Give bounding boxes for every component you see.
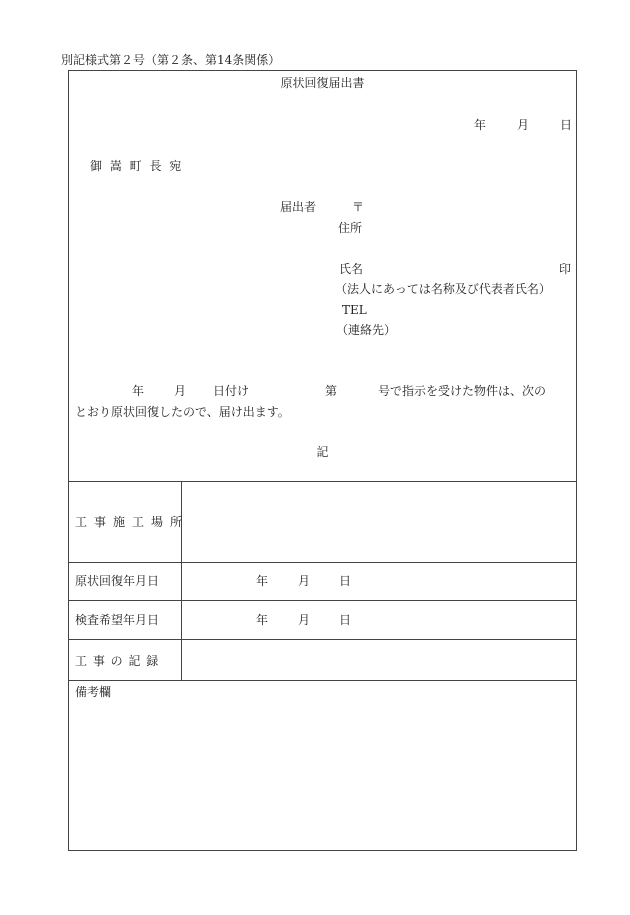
addressee: 御 嵩 町 長 宛 <box>90 159 184 173</box>
body-dated: 日付け <box>213 384 250 398</box>
applicant-label: 届出者 <box>280 200 317 214</box>
body-month: 月 <box>174 384 187 398</box>
body-number-prefix: 第 <box>325 384 338 398</box>
table-row-rule <box>69 600 576 601</box>
date-day-label: 日 <box>560 118 573 132</box>
table-row-rule <box>69 562 576 563</box>
row-construction-record-label: 工 事 の 記 録 <box>75 654 160 668</box>
row-restoration-day: 日 <box>339 574 352 588</box>
row-inspection-year: 年 <box>256 613 269 627</box>
form-label: 別記様式第２号（第２条、第14条関係） <box>61 53 281 67</box>
row-inspection-month: 月 <box>298 613 311 627</box>
remarks-label: 備考欄 <box>75 685 112 699</box>
tel-label: TEL <box>342 303 367 317</box>
seal-label: 印 <box>559 262 572 276</box>
body-text-line1: 号で指示を受けた物件は、次の <box>378 384 547 398</box>
row-inspection-date-label: 検査希望年月日 <box>75 613 160 627</box>
body-text-line2: とおり原状回復したので、届け出ます。 <box>75 405 290 419</box>
postal-mark: 〒 <box>352 200 365 214</box>
row-restoration-month: 月 <box>298 574 311 588</box>
address-label: 住所 <box>338 221 363 235</box>
ki-mark: 記 <box>316 445 329 459</box>
row-restoration-date-label: 原状回復年月日 <box>75 574 160 588</box>
table-column-rule <box>181 481 182 680</box>
row-restoration-year: 年 <box>256 574 269 588</box>
name-label: 氏名 <box>339 262 364 276</box>
corporate-note: （法人にあっては名称及び代表者氏名） <box>335 282 551 296</box>
table-top-rule <box>69 481 576 482</box>
table-row-rule <box>69 639 576 640</box>
contact-label: （連絡先） <box>336 323 397 337</box>
date-year-label: 年 <box>474 118 487 132</box>
form-frame <box>68 70 577 851</box>
table-bottom-rule <box>69 680 576 681</box>
row-inspection-day: 日 <box>339 613 352 627</box>
date-month-label: 月 <box>517 118 530 132</box>
document-title: 原状回復届出書 <box>280 76 365 90</box>
row-construction-site-label: 工事施工場所 <box>75 515 190 529</box>
body-year: 年 <box>132 384 145 398</box>
